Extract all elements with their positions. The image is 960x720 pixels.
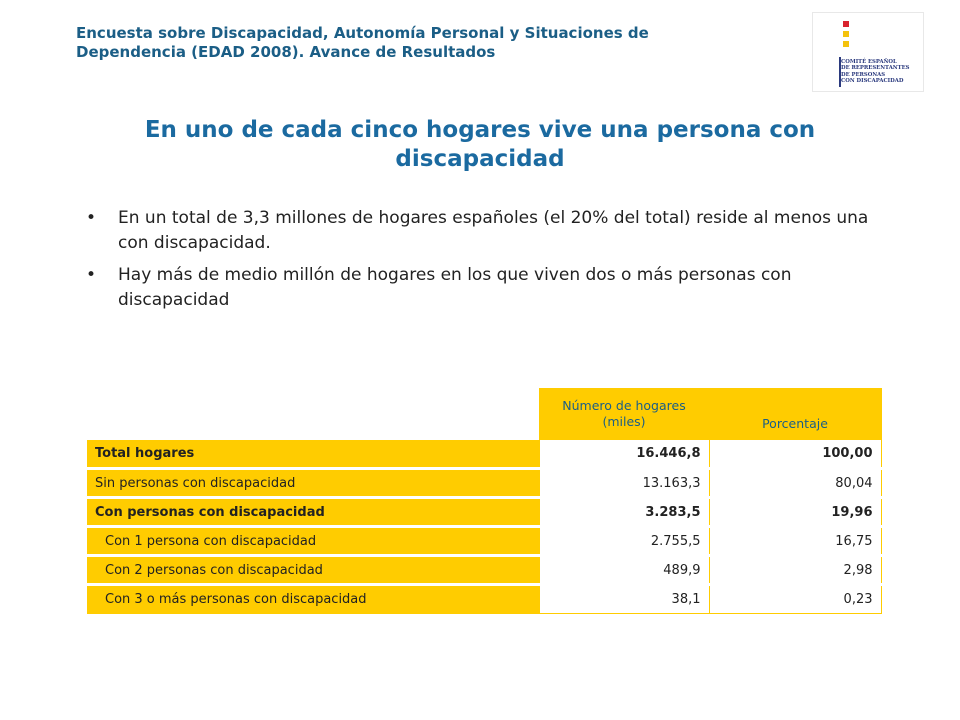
cell-hogares: 3.283,5 (539, 498, 709, 527)
cell-hogares: 16.446,8 (539, 440, 709, 469)
cell-hogares: 489,9 (539, 556, 709, 585)
row-label: Sin personas con discapacidad (87, 469, 539, 498)
cell-porcentaje: 2,98 (709, 556, 881, 585)
bullet-list (86, 206, 886, 320)
bullet-item (86, 206, 886, 256)
row-label: Total hogares (87, 440, 539, 469)
bullet-icon: • (86, 208, 97, 228)
table-row (87, 556, 881, 585)
cell-porcentaje: 16,75 (709, 527, 881, 556)
row-label: Con 2 personas con discapacidad (105, 562, 323, 578)
cell-porcentaje: 80,04 (709, 469, 881, 498)
households-table (87, 388, 882, 614)
column-header-hogares: Número de hogares (miles) (539, 389, 709, 440)
logo-subtitle: COMITÉ ESPAÑOL DE REPRESENTANTES DE PERSONAS CON DISCAPACIDAD (841, 59, 910, 85)
header-blank-cell (87, 389, 539, 440)
bullet-icon: • (86, 265, 97, 285)
bullet-text: Hay más de medio millón de hogares en los que viven dos o más personas con discapacidad (118, 265, 792, 310)
row-label: Con 1 persona con discapacidad (105, 533, 317, 549)
cell-hogares: 13.163,3 (539, 469, 709, 498)
cell-hogares: 2.755,5 (539, 527, 709, 556)
table-row (87, 498, 881, 527)
table-row (87, 469, 881, 498)
bullet-item (86, 263, 886, 313)
table-header-row (87, 389, 881, 440)
table-row (87, 585, 881, 614)
column-header-porcentaje: Porcentaje (709, 389, 881, 440)
cell-porcentaje: 19,96 (709, 498, 881, 527)
row-label: Con personas con discapacidad (87, 498, 539, 527)
page-title: En uno de cada cinco hogares vive una persona con discapacidad (144, 117, 816, 172)
row-label: Con 3 o más personas con discapacidad (105, 592, 367, 608)
cell-hogares: 38,1 (539, 585, 709, 614)
bullet-text: En un total de 3,3 millones de hogares españoles (el 20% del total) reside al menos una con discapacidad. (118, 208, 869, 253)
cell-porcentaje: 0,23 (709, 585, 881, 614)
cell-porcentaje: 100,00 (709, 440, 881, 469)
header-title: Encuesta sobre Discapacidad, Autonomía Personal y Situaciones de Dependencia (EDAD 2008). Avance de Resultados (76, 24, 649, 61)
table-row (87, 527, 881, 556)
table-row (87, 440, 881, 469)
cermi-logo (812, 12, 924, 92)
